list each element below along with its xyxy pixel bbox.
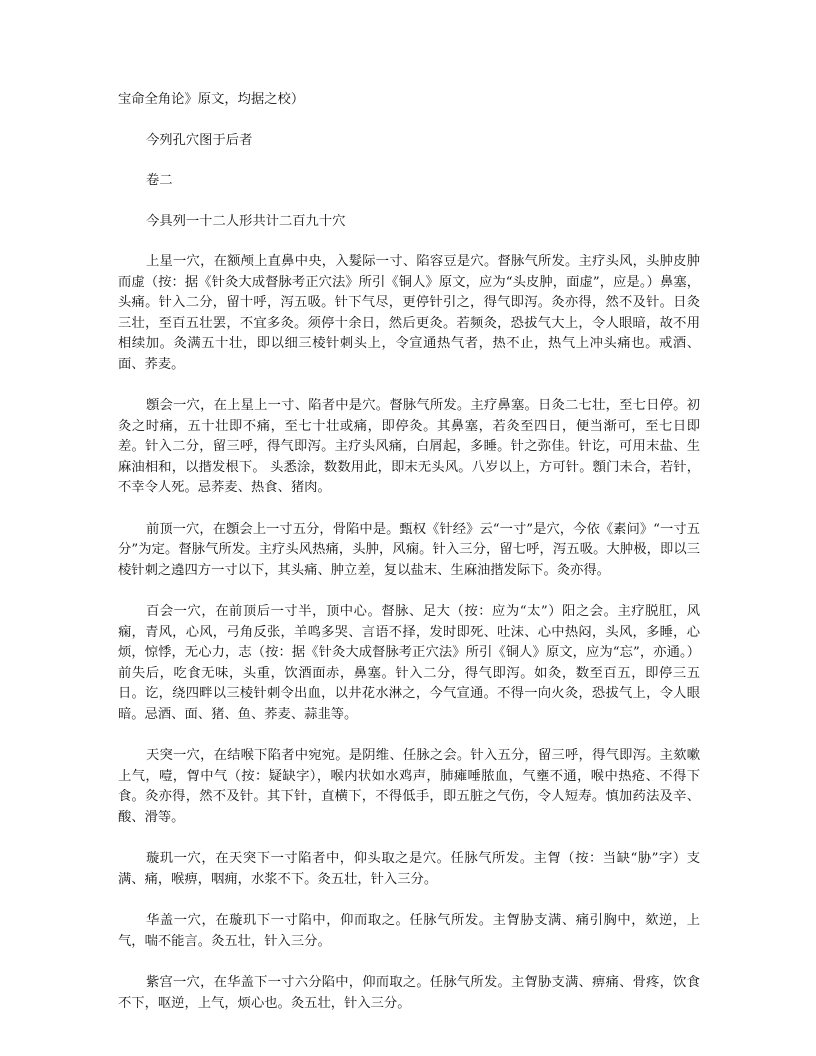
section-heading-acupoint-figures: 今列孔穴图于后者	[146, 132, 253, 148]
paragraph-xuanji: 璇玑一穴，在天突下一寸陷者中，仰头取之是穴。任脉气所发。主胷（按：当缺“胁”字）支满、痛，喉痹，咽痈，水浆不下。灸五壮，针入三分。	[118, 851, 700, 887]
section-heading-twelve-figures: 今具列一十二人形共计二百九十穴	[146, 213, 346, 229]
paragraph-baihui: 百会一穴，在前顶后一寸半，顶中心。督脉、足大（按：应为“太”）阳之会。主疗脱肛，风痫，青风，心风，弓角反张，羊鸣多哭、言语不择，发时即死、吐沫、心中热闷，头风，多睡，心烦，惊悸，无心力，志（按：据《针灸大成督脉考正穴法》所引《铜人》原文，应为“忘”，亦通。）前失后，吃食无味，头重，饮酒面赤，鼻塞。针入二分，得气即泻。如灸，数至百五，即停三五日。讫，绕四畔以三棱针刺令出血，以井花水淋之，今气宣通。不得一向火灸，恐拔气上，令人眼暗。忌酒、面、猪、鱼、荞麦、蒜韭等。	[118, 604, 700, 722]
paragraph-huagai: 华盖一穴，在璇玑下一寸陷中，仰而取之。任脉气所发。主胷胁支满、痛引胸中，欬逆，上气，喘不能言。灸五壮，针入三分。	[118, 913, 700, 949]
paragraph-shangxing: 上星一穴，在额颅上直鼻中央，入髮际一寸、陷容豆是穴。督脉气所发。主疗头风，头肿皮肿而虚（按：据《针灸大成督脉考正穴法》所引《铜人》原文，应为“头皮肿，面虚”，应是。）鼻塞，头痛。针入二分，留十呼，泻五吸。针下气尽，更停针引之，得气即泻。灸亦得，然不及针。日灸三壮，至百五壮罢，不宜多灸。须停十余日，然后更灸。若频灸，恐拔气大上，令人眼暗，故不用相续加。灸满五十壮，即以细三棱针刺头上，令宣通热气者，热不止，热气上冲头痛也。戒酒、面、荞麦。	[118, 254, 700, 372]
paragraph-xinhui: 顖会一穴，在上星上一寸、陷者中是穴。督脉气所发。主疗鼻塞。日灸二七壮，至七日停。初灸之时痛，五十壮即不痛，至七十壮或痛，即停灸。其鼻塞，若灸至四日，便当渐可，至七日即差。针入二分，留三呼，得气即泻。主疗头风痛，白屑起，多睡。针之弥佳。针讫，可用末盐、生麻油相和，以揩发根下。 头悉涂，数数用此，即末无头风。八岁以上，方可针。顖门未合，若针，不幸令人死。忌荞麦、热食、猪肉。	[118, 398, 700, 495]
volume-heading: 卷二	[146, 173, 173, 188]
paragraph-zigong: 紫宫一穴，在华盖下一寸六分陷中，仰而取之。任脉气所发。主胷胁支满、痹痛、骨疼，饮食不下，呕逆，上气，烦心也。灸五壮，针入三分。	[118, 975, 700, 1011]
document-page	[118, 90, 700, 1014]
paragraph-qianding: 前顶一穴，在顖会上一寸五分，骨陷中是。甄权《针经》云“一寸”是穴，今依《素问》“一寸五分”为定。督脉气所发。主疗头风热痛，头肿，风痫。针入三分，留七呼，泻五吸。大肿极，即以三棱针刺之遶四方一寸以下，其头痛、肿立差，复以盐末、生麻油揩发际下。灸亦得。	[118, 521, 700, 578]
paragraph-tiantu: 天突一穴，在结喉下陷者中宛宛。是阴维、任脉之会。针入五分，留三呼，得气即泻。主欬嗽上气，噎，胷中气（按：疑缺字），喉内状如水鸡声，肺瘫唾脓血，气壅不通，喉中热疮、不得下食。灸亦得，然不及针。其下针，直横下，不得低手，即五脏之气伤，令人短寿。慎加药法及辛、酸、滑等。	[118, 748, 700, 825]
continued-citation-line: 宝命全角论》原文，均据之校）	[118, 92, 305, 107]
